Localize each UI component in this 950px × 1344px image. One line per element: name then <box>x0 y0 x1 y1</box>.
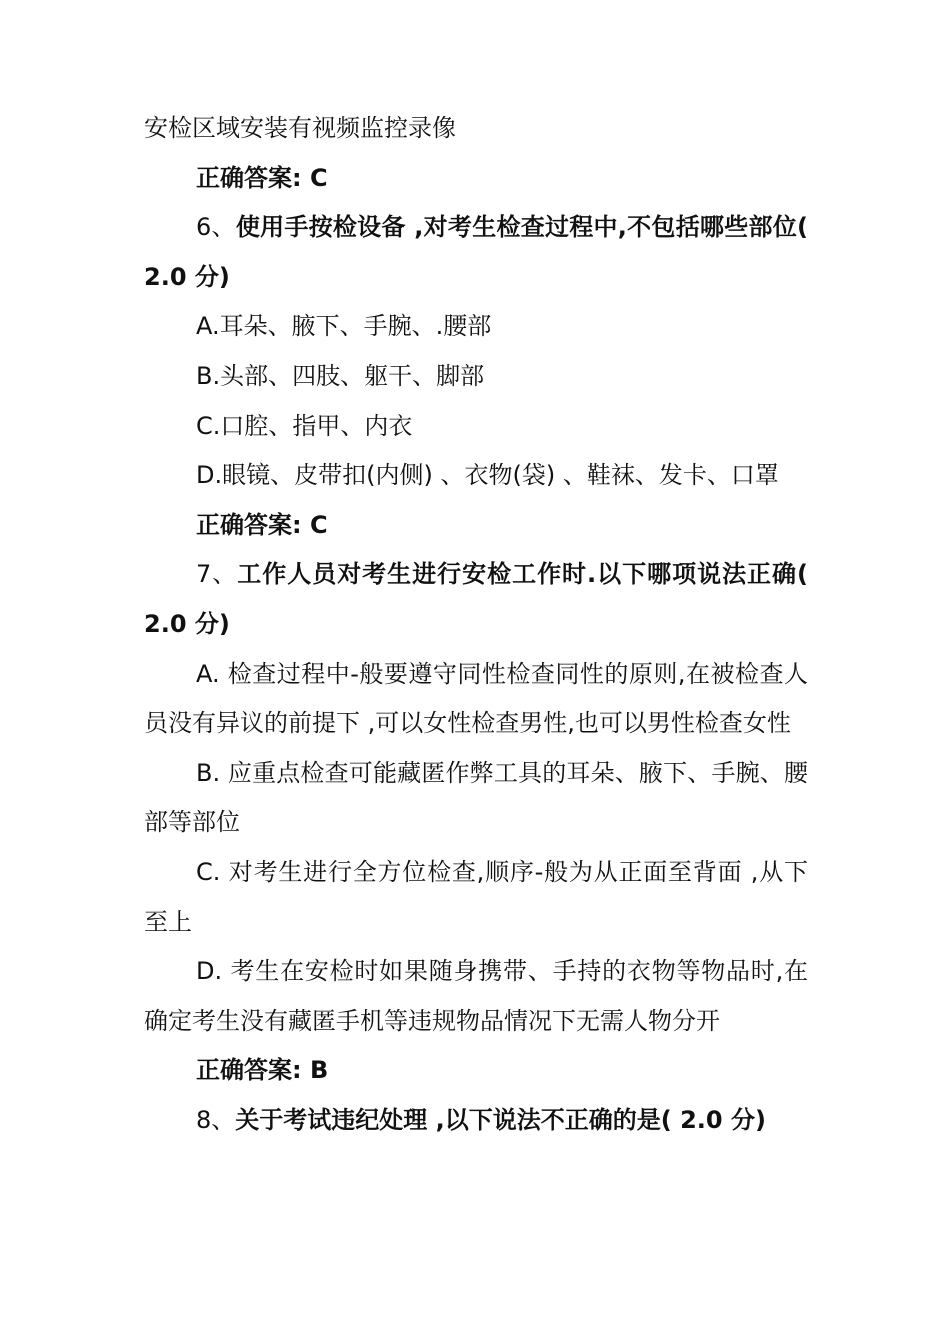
q6-option-c: C.口腔、指甲、内衣 <box>196 411 413 440</box>
q7-option-a: A. 检查过程中-般要遵守同性检查同性的原则,在被检查人员没有异议的前提下 ,可以女性检查男性,也可以男性检查女性 <box>144 659 808 738</box>
intro-line: 安检区域安装有视频监控录像 <box>144 114 456 142</box>
q6-option-b: B.头部、四肢、躯干、脚部 <box>196 361 485 390</box>
question-8-title: 关于考试违纪处理 ,以下说法不正确的是( 2.0 分) <box>235 1105 766 1134</box>
answer-q6: 正确答案: C <box>196 510 328 539</box>
question-6-number: 6、 <box>196 213 236 242</box>
question-8-number: 8、 <box>196 1105 236 1134</box>
question-8 <box>144 1096 808 1146</box>
question-7-number: 7、 <box>196 560 238 589</box>
q6-option-a: A.耳朵、腋下、手腕、.腰部 <box>196 312 492 341</box>
q7-option-c: C. 对考生进行全方位检查,顺序-般为从正面至背面 ,从下至上 <box>144 857 808 936</box>
q7-option-b: B. 应重点检查可能藏匿作弊工具的耳朵、腋下、手腕、腰部等部位 <box>144 758 808 837</box>
question-7 <box>144 550 808 649</box>
q6-option-d: D.眼镜、皮带扣(内侧) 、衣物(袋) 、鞋袜、发卡、口罩 <box>196 461 779 490</box>
question-7-title: 工作人员对考生进行安检工作时.以下哪项说法正确( 2.0 分) <box>144 560 808 638</box>
answer-q5: 正确答案: C <box>196 163 328 192</box>
q7-option-d: D. 考生在安检时如果随身携带、手持的衣物等物品时,在确定考生没有藏匿手机等违规物品情况下无需人物分开 <box>144 957 808 1035</box>
question-6-title: 使用手按检设备 ,对考生检查过程中,不包括哪些部位( 2.0 分) <box>144 213 808 291</box>
question-6 <box>144 203 808 302</box>
document-content <box>144 104 808 1145</box>
answer-q7: 正确答案: B <box>196 1056 329 1085</box>
